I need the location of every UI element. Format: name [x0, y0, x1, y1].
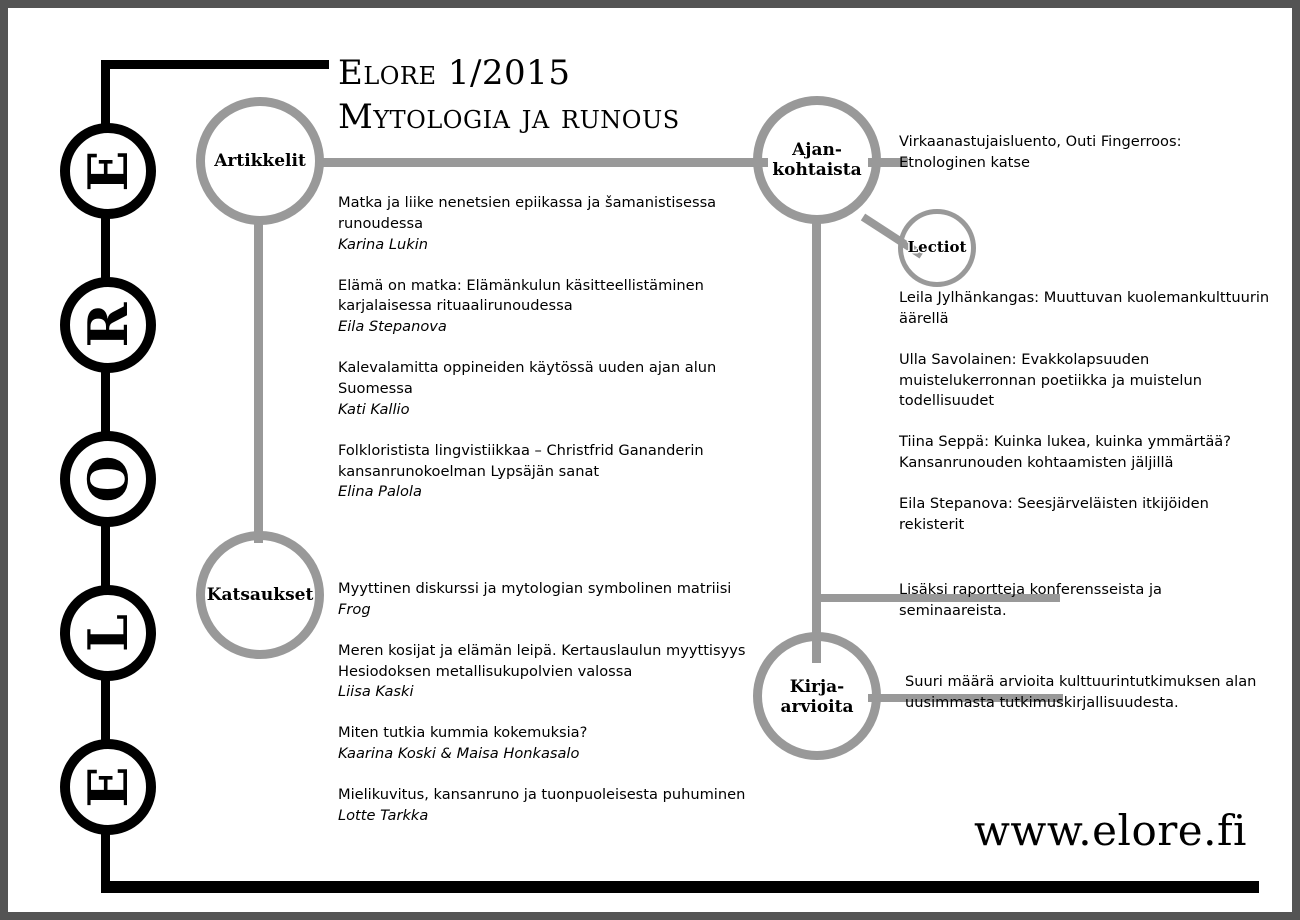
- review-author: Liisa Kaski: [338, 683, 414, 701]
- list-item[interactable]: [899, 350, 1271, 413]
- list-item[interactable]: [338, 579, 763, 621]
- list-item[interactable]: [338, 358, 758, 421]
- frame-bottom-bar: [101, 881, 1259, 893]
- ajankohtaista-item-text: Virkaanastujaisluento, Outi Fingerroos: Etnologinen katse: [899, 133, 1182, 171]
- raportit-note[interactable]: [899, 580, 1229, 622]
- list-item[interactable]: [338, 441, 758, 504]
- list-item[interactable]: [899, 288, 1271, 330]
- list-item[interactable]: [899, 494, 1271, 536]
- artikkelit-list: [338, 193, 758, 503]
- list-item[interactable]: [338, 785, 763, 827]
- lectio-text: Ulla Savolainen: Evakkolapsuuden muistelukerronnan poetiikka ja muistelun todellisuudet: [899, 350, 1202, 410]
- spine-letter-glyph: R: [76, 302, 140, 348]
- kirjaarvioita-note[interactable]: [905, 672, 1257, 714]
- lectiot-list: [899, 288, 1271, 536]
- article-author: Kati Kallio: [338, 400, 410, 418]
- review-title: Mielikuvitus, kansanruno ja tuonpuoleisesta puhuminen: [338, 786, 746, 804]
- site-url[interactable]: www.elore.fi: [973, 806, 1247, 855]
- lectio-text: Tiina Seppä: Kuinka lukea, kuinka ymmärtää? Kansanrunouden kohtaamisten jäljillä: [899, 433, 1231, 472]
- article-author: Elina Palola: [338, 483, 422, 501]
- ajankohtaista-item[interactable]: [899, 132, 1259, 174]
- review-author: Lotte Tarkka: [338, 806, 429, 824]
- article-title: Folkloristista lingvistiikkaa – Christfrid Gananderin kansanrunokoelman Lypsäjän sanat: [338, 441, 704, 480]
- node-katsaukset-label: Katsaukset: [206, 584, 314, 605]
- spine-letter-glyph: L: [76, 614, 140, 652]
- node-ajankohtaista-line1: Ajan-: [792, 139, 842, 160]
- kirjaarvioita-text: Suuri määrä arvioita kulttuurintutkimuksen alan uusimmasta tutkimuskirjallisuudesta.: [905, 673, 1257, 711]
- connector-artikkelit-ajankohtaista: [318, 158, 768, 167]
- list-item[interactable]: [338, 276, 758, 339]
- lectio-text: Eila Stepanova: Seesjärveläisten itkijöiden rekisterit: [899, 495, 1209, 533]
- review-author: Kaarina Koski & Maisa Honkasalo: [338, 745, 580, 763]
- title-line-2: Mytologia ja runous: [338, 96, 680, 137]
- spine-letter-e-top: [60, 123, 156, 219]
- spine-letter-glyph: E: [76, 150, 140, 192]
- list-item[interactable]: [338, 641, 763, 704]
- review-author: Frog: [338, 600, 371, 618]
- node-artikkelit-label: Artikkelit: [214, 150, 306, 171]
- raportit-text: Lisäksi raportteja konferensseista ja seminaareista.: [899, 581, 1162, 619]
- list-item[interactable]: [338, 193, 758, 256]
- list-item[interactable]: [338, 723, 763, 765]
- page-title: [338, 52, 680, 139]
- frame-top-bar: [101, 60, 329, 69]
- spine-letter-glyph: O: [76, 455, 140, 503]
- review-title: Myyttinen diskurssi ja mytologian symbolinen matriisi: [338, 580, 732, 597]
- article-author: Karina Lukin: [338, 235, 429, 253]
- article-title: Matka ja liike nenetsien epiikassa ja šamanistisessa runoudessa: [338, 194, 717, 232]
- node-lectiot-label: Lectiot: [907, 238, 967, 257]
- title-line-1: Elore 1/2015: [338, 53, 571, 93]
- node-kirjaarvioita-line2: arvioita: [780, 697, 854, 717]
- spine-letter-r: [60, 277, 156, 373]
- spine-letter-e-bottom: [60, 739, 156, 835]
- article-title: Kalevalamitta oppineiden käytössä uuden ajan alun Suomessa: [338, 359, 717, 398]
- article-title: Elämä on matka: Elämänkulun käsitteellistäminen karjalaisessa rituaalirunoudessa: [338, 276, 704, 315]
- node-kirjaarvioita-label: [781, 677, 854, 717]
- connector-artikkelit-katsaukset: [254, 223, 263, 543]
- review-title: Miten tutkia kummia kokemuksia?: [338, 724, 588, 742]
- katsaukset-list: [338, 579, 763, 827]
- node-ajankohtaista-line2: kohtaista: [772, 160, 862, 180]
- article-author: Eila Stepanova: [338, 318, 447, 336]
- node-ajankohtaista-label: [772, 140, 861, 180]
- node-kirjaarvioita-line1: Kirja-: [789, 676, 845, 697]
- list-item[interactable]: [899, 432, 1271, 474]
- spine-letter-o: [60, 431, 156, 527]
- spine-letter-glyph: E: [76, 766, 140, 808]
- lectio-text: Leila Jylhänkangas: Muuttuvan kuolemankulttuurin äärellä: [899, 289, 1270, 327]
- review-title: Meren kosijat ja elämän leipä. Kertauslaulun myyttisyys Hesiodoksen metallisukupolvien valossa: [338, 641, 746, 680]
- spine-letter-l: [60, 585, 156, 681]
